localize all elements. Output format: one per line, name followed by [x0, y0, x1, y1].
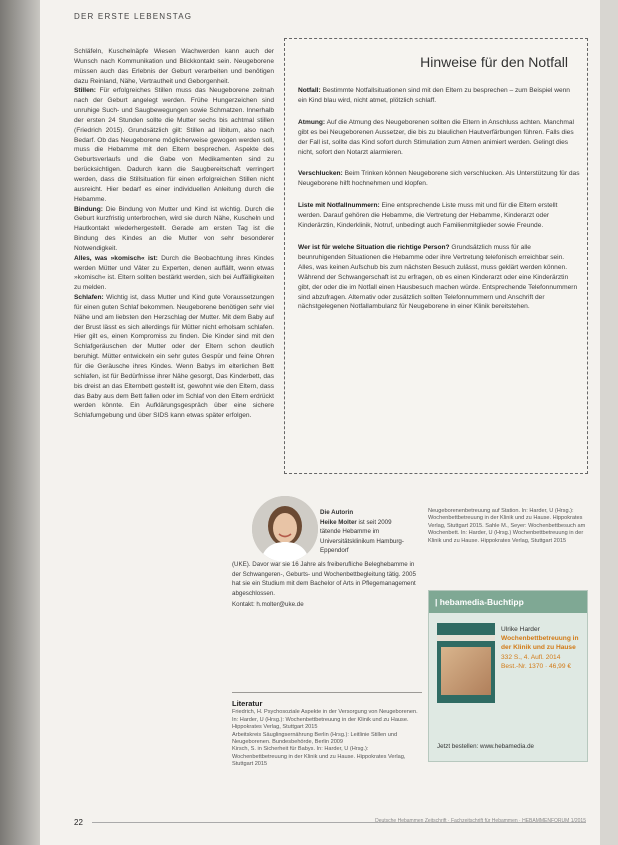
literature-block [232, 700, 422, 769]
literature-entry: Arbeitskreis Säuglingsernährung Berlin (Hrsg.): Leitlinie Stillen und Neugeborenen. Bundesbehörde, Berlin 2009 [232, 731, 398, 746]
box-paragraph [298, 169, 580, 189]
box-paragraph-lead: Wer ist für welche Situation die richtige Person? [298, 243, 450, 251]
left-paragraph-lead: Schlafen: [74, 294, 104, 302]
box-paragraph-text: Bestimmte Notfallsituationen sind mit den Eltern zu besprechen – zum Beispiel wenn ein Kind blau wird, nicht atmet, plötzlich schlaff. [298, 87, 570, 104]
box-paragraph-lead: Atmung: [298, 118, 326, 126]
left-paragraph-text: Wichtig ist, dass Mutter und Kind gute Voraussetzungen für einen guten Schlaf bekommen. Neugeborene benötigen sehr viel Nähe und am liebsten den Herzschlag der Mutter. Mit dem Baby auf der Brust lässt es sich allerdings für Mütter nicht erholsam schlafen. Hier gilt es, einen Kompromiss zu finden. Die Kinder sind mit den Schlafgeräuschen der Mutter oder der Eltern schon deutlich beruhigt. Mütter entwickeln ein sehr gutes Gespür und feine Ohren für die Geräusche ihres Kindes. Wenn Babys im elterlichen Bett schlafen, ist für Bedürfnisse ihrer Nähe gesorgt, Das Kinderbett, das bis dreist an das Elternbett gestellt ist, gewohnt wie den Eltern, dass das Baby aus dem Bett fallen oder im Schlaf von den Eltern erdrückt werden könnte. Ein Aufklärungsgespräch über eine sichere Schlafumgebung und über SIDS kann etwas später erfolgen. [74, 294, 274, 420]
box-body [298, 86, 580, 324]
book-order-link[interactable]: Jetzt bestellen: www.hebamedia.de [437, 743, 534, 750]
book-cover-band [437, 635, 495, 641]
author-name: Heike Molter [320, 518, 357, 526]
left-paragraph [74, 205, 274, 254]
literature-entry: Friedrich, H. Psychosoziale Aspekte in der Versorgung von Neugeborenen. In: Harder, U (Hrsg.): Wochenbettbetreuung in der Klinik und zu Hause. Hippokrates Verlag, Stuttgart 2015 [232, 709, 418, 731]
book-edition: 332 S., 4. Aufl. 2014 [501, 653, 561, 661]
book-tip-box [428, 590, 588, 762]
left-paragraph [74, 293, 274, 421]
author-intro-line [320, 518, 412, 556]
left-paragraph-lead: Stillen: [74, 87, 96, 95]
box-paragraph [298, 118, 580, 158]
running-head: DER ERSTE LEBENSTAG [74, 12, 193, 21]
left-paragraph-text: Durch die Beobachtung ihres Kindes werden Mütter und Väter zu Experten, denen auffällt, wenn etwas »komisch« ist. Eltern sollten bestärkt werden, sich bei Auffälligkeiten zu melden. [74, 254, 274, 292]
author-photo [252, 496, 318, 562]
box-paragraph-text: Beim Trinken können Neugeborene sich verschlucken. Als Unterstützung für das Neugeborene hilft hochnehmen und klopfen. [298, 170, 580, 188]
author-bio-text: (UKE). Davor war sie 16 Jahre als freiberufliche Beleghebamme in der Schwangeren-, Geburts- und Wochenbettbegleitung tätig. 2005 hat sie ein Studium mit dem Bachelor of Arts in Pflegemanagement abgeschlossen. [232, 561, 416, 597]
literature-divider [232, 692, 422, 693]
box-paragraph-text: Auf die Atmung des Neugeborenen sollten die Eltern in Anschluss achten. Manchmal gibt es bei Neugeborenen Aussetzer, die bis zu blaulichen Hautverfärbungen führen. Falls dies der Fall ist, sollte das Kind sofort durch Stimulation zum Atmen animiert werden. Gelingt dies nicht, sofort den Notarzt alarmieren. [298, 118, 574, 156]
left-paragraph-text: Für erfolgreiches Stillen muss das Neugeborene zeitnah nach der Geburt angelegt werden. Frühe Hungerzeichen sind unruhige Such- und Saugbewegungen sowie Schmatzen. Innerhalb der ersten 24 Stunden sollte die Mutter sechs bis achtmal stillen (Friedrich 2015). Grundsätzlich gilt: Stillen ad libitum, also nach Bedarf. Ob das Neugeborene möglicherweise gewogen werden soll, muss die Hebamme mit den Eltern besprechen. Aspekte des Geburtsverlaufs und die Gabe von Medikamenten sind zu berücksichtigen. Dadurch kann die Saugbereitschaft verringert werden, dass die Stillsituation für einen erfolgreichen Stillen nicht ausreicht. Hier bedarf es einer individuellen Anleitung durch die Hebamme. [74, 87, 274, 203]
author-intro: ist seit 2009 tätende Hebamme im Universitätsklinikum Hamburg-Eppendorf [320, 518, 404, 555]
book-tip-details [501, 625, 583, 671]
left-paragraph [74, 254, 274, 293]
book-cover [437, 623, 495, 703]
author-photo-illustration [252, 496, 318, 562]
literature-entry: Kirsch, S. in Sicherheit für Babys. In: Harder, U (Hrsg.): Wochenbettbetreuung in der Klinik und zu Hause. Hippokrates Verlag, Stuttgart 2015 [232, 746, 406, 768]
page-edge-shadow [0, 0, 40, 845]
box-paragraph-lead: Notfall: [298, 87, 321, 94]
box-paragraph-text: Grundsätzlich muss für alle beunruhigenden Situationen die Hebamme oder ihre Vertretung telefonisch erreichbar sein. Alles, was keinen Aufschub bis zum nächsten Besuch zulässt, muss geklärt werden können. Während der Schwangerschaft ist zu erfragen, ob es einen Kinderarzt oder eine Kinderärztin gibt, der oder die im Notfall einen Hausbesuch machen würde. Entsprechende Telefonnummern sind abzufragen. Alternativ oder zusätzlich sollten Telefonnummern und Anschrift der nächstgelegenen Notfallambulanz für Neugeborene in einer Klinik bereitstehen. [298, 243, 578, 311]
page-number: 22 [74, 818, 83, 827]
box-paragraph [298, 201, 580, 231]
box-title: Hinweise für den Notfall [420, 54, 568, 70]
left-paragraph-lead: Alles, was »komisch« ist: [74, 254, 158, 262]
left-paragraph [74, 86, 274, 204]
book-price: Best.-Nr. 1370 · 46,99 € [501, 662, 572, 670]
left-paragraph-lead: Bindung: [74, 205, 103, 213]
box-paragraph [298, 243, 580, 312]
book-tip-header [429, 591, 587, 613]
literature-heading: Literatur [232, 699, 263, 708]
book-title: Wochenbettbetreuung in der Klinik und zu Hause [501, 635, 579, 652]
author-heading: Die Autorin [320, 509, 354, 516]
book-author: Ulrike Harder [501, 626, 540, 633]
left-column [74, 47, 274, 421]
left-paragraph-text: Schläfeln, Kuschelnäpfe Wiesen Wachwerden kann auch der Wunsch nach Kommunikation und Blickkontakt sein. Neugeborene müssen auch das Erlebnis der Geburt verarbeiten und benötigen dazu Reinland, Nähe, Vertrautheit und Geborgenheit. [74, 48, 274, 85]
box-paragraph-lead: Verschlucken: [298, 170, 343, 178]
left-paragraph [74, 47, 274, 86]
left-paragraph-text: Die Bindung von Mutter und Kind ist wichtig. Durch die Geburt kurzfristig unterbrochen, wird sie durch Nähe, Kuscheln und Hautkontakt wiederhergestellt. Gerade am ersten Tag ist die Bindung des Kindes an die Mutter von sehr besonderer Notwendigkeit. [74, 205, 274, 252]
author-heading-block [320, 508, 412, 556]
author-bio [232, 560, 422, 610]
book-tip-header-label: | hebamedia-Buchtipp [435, 597, 524, 607]
footer-text: Deutsche Hebammen Zeitschrift · Fachzeitschrift für Hebammen · HEBAMMENFORUM 1/2015 [375, 818, 586, 824]
book-cover-photo [441, 647, 491, 695]
box-paragraph [298, 86, 580, 106]
box-paragraph-lead: Liste mit Notfallnummern: [298, 202, 380, 210]
author-contact: Kontakt: h.molter@uke.de [232, 601, 304, 609]
box-paragraph-text: Eine entsprechende Liste muss mit und für die Eltern erstellt werden. Darauf gehören die Hebamme, die Vertretung der Hebamme, Kinderarzt oder Kinderärztin, Kinderklinik, Notruf, unbedingt auch Familienmitglieder sowie Freunde. [298, 202, 558, 230]
literature-continued: Neugeborenenbetreuung auf Station. In: Harder, U (Hrsg.): Wochenbettbetreuung in der Klinik und zu Hause. Hippokrates Verlag, Stuttgart 2015. Sahle M., Seyer: Wochenbettbesuch am Wochenbett. In: Harder, U (Hrsg.) Wochenbettbetreuung in der Klinik und zu Hause. Hippokrates Verlag, Stuttgart 2015 [428, 508, 586, 544]
